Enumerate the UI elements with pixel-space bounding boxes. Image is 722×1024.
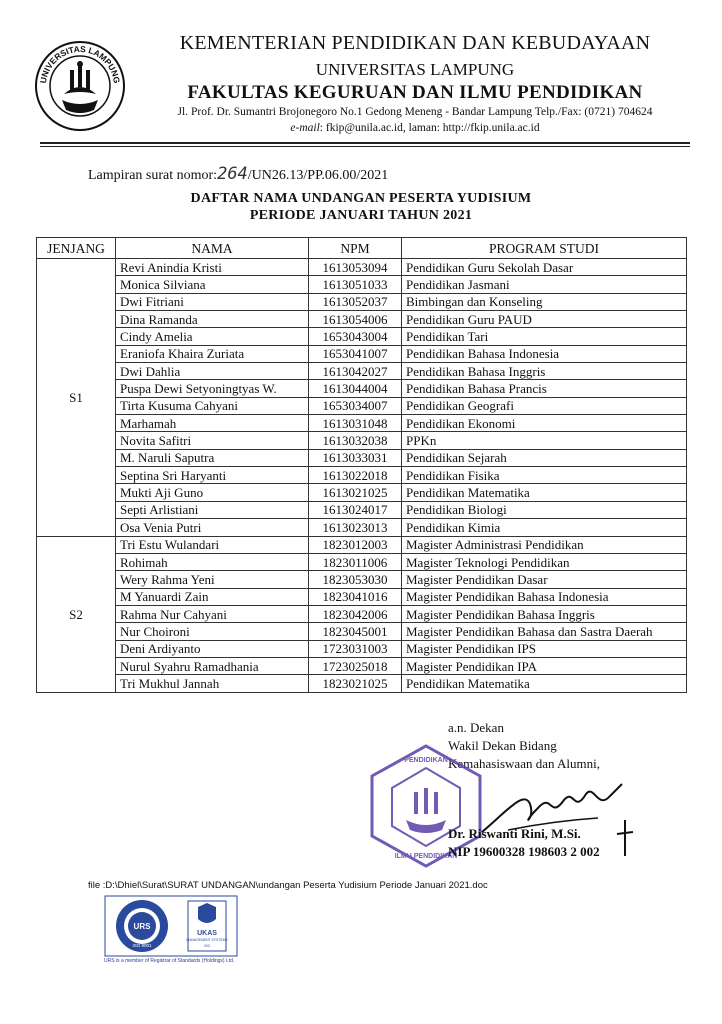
program-cell: Pendidikan Jasmani <box>402 276 687 293</box>
program-cell: Pendidikan Bahasa Inggris <box>402 363 687 380</box>
name-cell: Tirta Kusuma Cahyani <box>116 397 309 414</box>
name-cell: Rahma Nur Cahyani <box>116 605 309 622</box>
table-row <box>37 345 687 362</box>
name-cell: Septina Sri Haryanti <box>116 467 309 484</box>
table-row <box>37 293 687 310</box>
name-cell: Osa Venia Putri <box>116 519 309 536</box>
header-jenjang: JENJANG <box>37 238 116 259</box>
header-rule-thick <box>40 142 690 144</box>
npm-cell: 1823021025 <box>309 675 402 692</box>
program-cell: Pendidikan Matematika <box>402 484 687 501</box>
name-cell: Eraniofa Khaira Zuriata <box>116 345 309 362</box>
name-cell: Monica Silviana <box>116 276 309 293</box>
program-cell: Pendidikan Sejarah <box>402 449 687 466</box>
program-cell: Pendidikan Matematika <box>402 675 687 692</box>
table-row <box>37 623 687 640</box>
name-cell: Nurul Syahru Ramadhania <box>116 657 309 674</box>
name-cell: Cindy Amelia <box>116 328 309 345</box>
table-body <box>37 259 687 693</box>
table-row <box>37 259 687 276</box>
signature-department: Kemahasiswaan dan Alumni, <box>448 756 600 771</box>
faculty-name: FAKULTAS KEGURUAN DAN ILMU PENDIDIKAN <box>187 82 643 103</box>
name-cell: Marhamah <box>116 415 309 432</box>
name-cell: Rohimah <box>116 553 309 570</box>
email-label: e-mail <box>290 122 320 134</box>
level-cell: S2 <box>37 536 116 692</box>
level-cell: S1 <box>37 259 116 537</box>
name-cell: Septi Arlistiani <box>116 501 309 518</box>
program-cell: Pendidikan Kimia <box>402 519 687 536</box>
table-row <box>37 588 687 605</box>
header-program-studi: PROGRAM STUDI <box>402 238 687 259</box>
program-cell: Bimbingan dan Konseling <box>402 293 687 310</box>
npm-cell: 1723025018 <box>309 657 402 674</box>
npm-cell: 1613021025 <box>309 484 402 501</box>
logo-text: UNIVERSITAS LAMPUNG <box>38 43 122 84</box>
name-cell: M. Naruli Saputra <box>116 449 309 466</box>
header-rule-thin <box>40 146 690 147</box>
npm-cell: 1823011006 <box>309 553 402 570</box>
npm-cell: 1653034007 <box>309 397 402 414</box>
ukas-number: 003 <box>204 944 210 948</box>
name-cell: Tri Estu Wulandari <box>116 536 309 553</box>
table-row <box>37 571 687 588</box>
table-row <box>37 519 687 536</box>
npm-cell: 1653041007 <box>309 345 402 362</box>
table-row <box>37 467 687 484</box>
handwritten-mark <box>615 818 635 858</box>
program-cell: Magister Pendidikan IPA <box>402 657 687 674</box>
table-row <box>37 380 687 397</box>
program-cell: Pendidikan Bahasa Prancis <box>402 380 687 397</box>
table-row <box>37 553 687 570</box>
npm-cell: 1613052037 <box>309 293 402 310</box>
program-cell: Magister Administrasi Pendidikan <box>402 536 687 553</box>
certification-logos <box>104 895 238 957</box>
npm-cell: 1613053094 <box>309 259 402 276</box>
ministry-name: KEMENTERIAN PENDIDIKAN DAN KEBUDAYAAN <box>179 32 651 54</box>
address-line: Jl. Prof. Dr. Sumantri Brojonegoro No.1 Gedong Meneng - Bandar Lampung Telp./Fax: (0721) 704624 <box>177 106 653 118</box>
npm-cell: 1613051033 <box>309 276 402 293</box>
table-row <box>37 276 687 293</box>
program-cell: Pendidikan Fisika <box>402 467 687 484</box>
npm-cell: 1613042027 <box>309 363 402 380</box>
name-cell: Nur Choironi <box>116 623 309 640</box>
name-cell: M Yanuardi Zain <box>116 588 309 605</box>
npm-cell: 1613032038 <box>309 432 402 449</box>
table-row <box>37 415 687 432</box>
table-row <box>37 328 687 345</box>
university-logo <box>34 40 126 132</box>
program-cell: Pendidikan Guru Sekolah Dasar <box>402 259 687 276</box>
table-header-row <box>37 238 687 259</box>
name-cell: Wery Rahma Yeni <box>116 571 309 588</box>
npm-cell: 1823012003 <box>309 536 402 553</box>
name-cell: Mukti Aji Guno <box>116 484 309 501</box>
attachment-suffix: /UN26.13/PP.06.00/2021 <box>247 168 389 183</box>
table-row <box>37 536 687 553</box>
university-name: UNIVERSITAS LAMPUNG <box>315 60 515 79</box>
signature-on-behalf: a.n. Dekan <box>448 720 504 735</box>
contact-line <box>130 122 700 134</box>
name-cell: Deni Ardiyanto <box>116 640 309 657</box>
urs-text: URS <box>133 922 151 931</box>
table-row <box>37 675 687 692</box>
table-row <box>37 657 687 674</box>
npm-cell: 1613031048 <box>309 415 402 432</box>
attachment-label: Lampiran surat nomor: <box>88 168 218 183</box>
program-cell: Pendidikan Biologi <box>402 501 687 518</box>
ukas-subtext: MANAGEMENT SYSTEMS <box>186 938 228 942</box>
contact-rest: : fkip@unila.ac.id, laman: http://fkip.unila.ac.id <box>319 122 540 134</box>
npm-cell: 1613023013 <box>309 519 402 536</box>
table-row <box>37 501 687 518</box>
name-cell: Revi Anindia Kristi <box>116 259 309 276</box>
npm-cell: 1723031003 <box>309 640 402 657</box>
program-cell: Magister Pendidikan IPS <box>402 640 687 657</box>
npm-cell: 1613033031 <box>309 449 402 466</box>
table-row <box>37 363 687 380</box>
program-cell: Magister Pendidikan Bahasa dan Sastra Daerah <box>402 623 687 640</box>
name-cell: Dwi Dahlia <box>116 363 309 380</box>
table-row <box>37 640 687 657</box>
npm-cell: 1823045001 <box>309 623 402 640</box>
table-row <box>37 449 687 466</box>
header-npm: NPM <box>309 238 402 259</box>
file-path: file :D:\Dhiel\Surat\SURAT UNDANGAN\undangan Peserta Yudisium Periode Januari 2021.doc <box>88 880 488 891</box>
header-nama: NAMA <box>116 238 309 259</box>
npm-cell: 1613024017 <box>309 501 402 518</box>
table-row <box>37 397 687 414</box>
program-cell: Pendidikan Guru PAUD <box>402 311 687 328</box>
svg-text:PENDIDIKAN: PENDIDIKAN <box>404 757 448 764</box>
handwritten-number: 264 <box>217 164 248 184</box>
npm-cell: 1823041016 <box>309 588 402 605</box>
npm-cell: 1613054006 <box>309 311 402 328</box>
program-cell: Magister Pendidikan Bahasa Indonesia <box>402 588 687 605</box>
npm-cell: 1653043004 <box>309 328 402 345</box>
table-row <box>37 311 687 328</box>
npm-cell: 1613044004 <box>309 380 402 397</box>
name-cell: Dina Ramanda <box>116 311 309 328</box>
program-cell: Pendidikan Bahasa Indonesia <box>402 345 687 362</box>
iso-text: ISO 9001 <box>132 943 152 948</box>
document-subtitle: PERIODE JANUARI TAHUN 2021 <box>249 208 473 223</box>
table-row <box>37 432 687 449</box>
participants-table <box>36 237 687 693</box>
signatory-nip: NIP 19600328 198603 2 002 <box>448 844 600 859</box>
npm-cell: 1823053030 <box>309 571 402 588</box>
cert-caption: URS is a member of Registrar of Standards (Holdings) Ltd. <box>104 958 235 964</box>
svg-text:ILMU PENDIDIKAN: ILMU PENDIDIKAN <box>394 853 458 860</box>
table-row <box>37 484 687 501</box>
npm-cell: 1823042006 <box>309 605 402 622</box>
program-cell: Magister Pendidikan Dasar <box>402 571 687 588</box>
name-cell: Tri Mukhul Jannah <box>116 675 309 692</box>
attachment-line <box>88 164 388 184</box>
program-cell: Pendidikan Tari <box>402 328 687 345</box>
program-cell: Pendidikan Ekonomi <box>402 415 687 432</box>
name-cell: Dwi Fitriani <box>116 293 309 310</box>
signatory-name: Dr. Riswanti Rini, M.Si. <box>448 826 581 841</box>
program-cell: Magister Teknologi Pendidikan <box>402 553 687 570</box>
signature-position: Wakil Dekan Bidang <box>448 738 557 753</box>
name-cell: Novita Safitri <box>116 432 309 449</box>
program-cell: Pendidikan Geografi <box>402 397 687 414</box>
document-title: DAFTAR NAMA UNDANGAN PESERTA YUDISIUM <box>190 191 532 206</box>
name-cell: Puspa Dewi Setyoningtyas W. <box>116 380 309 397</box>
npm-cell: 1613022018 <box>309 467 402 484</box>
program-cell: PPKn <box>402 432 687 449</box>
ukas-text: UKAS <box>197 930 217 937</box>
program-cell: Magister Pendidikan Bahasa Inggris <box>402 605 687 622</box>
table-row <box>37 605 687 622</box>
